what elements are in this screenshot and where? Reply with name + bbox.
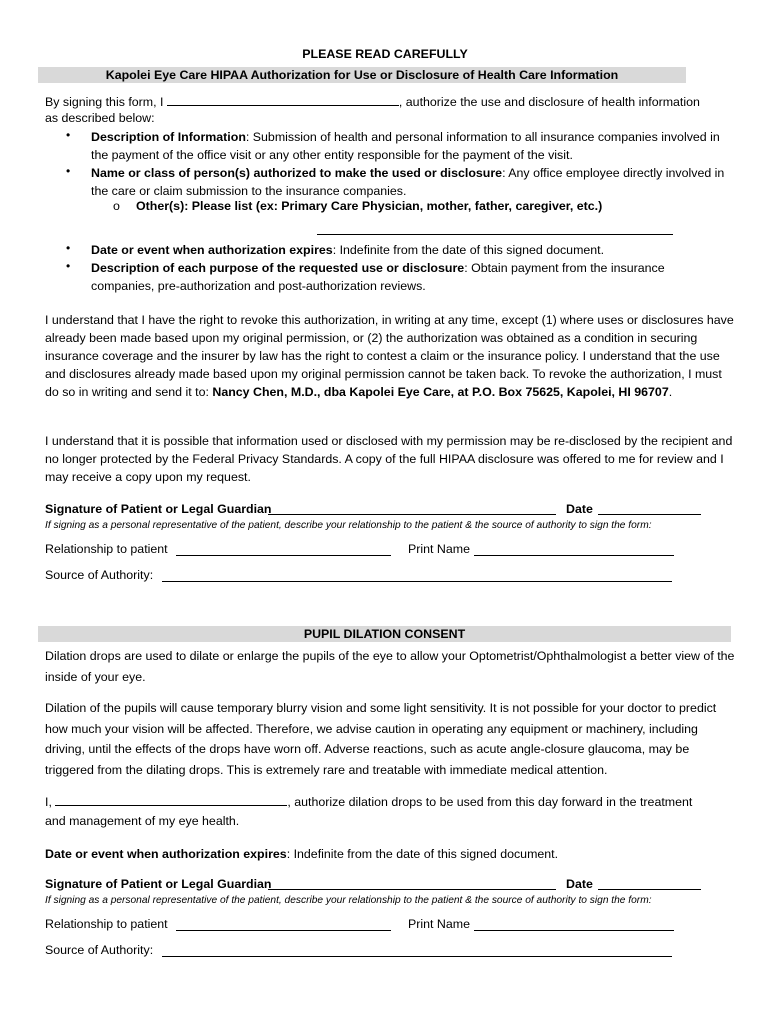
name-class-label: Name or class of person(s) authorized to make the used or disclosure <box>91 166 503 180</box>
others-label: Other(s): Please list (ex: Primary Care Physician, mother, father, caregiver, etc.) <box>136 199 603 213</box>
others-field[interactable] <box>317 234 673 235</box>
dilation-signature-label: Signature of Patient or Legal Guardian <box>45 877 272 891</box>
hipaa-print-name-label: Print Name <box>408 542 470 556</box>
purpose-label: Description of each purpose of the requested use or disclosure <box>91 261 465 275</box>
dilation-print-name-label: Print Name <box>408 917 470 931</box>
dilation-paragraph-2: Dilation of the pupils will cause temporary blurry vision and some light sensitivity. It is not possible for your doctor to predict how much your vision will be affected. Therefore, we advise caution in operating any equipment or machinery, including driving, until the effects of the drops have worn off. Adverse reactions, such as acute angle-closure glaucoma, may be triggered from the dilating drops. This is extremely rare and treatable with immediate medical attention. <box>45 701 717 777</box>
description-of-information <box>91 128 731 164</box>
dilation-rep-note-text: If signing as a personal representative of the patient, describe your relationship to the patient & the source of authority to sign the form <box>45 895 649 906</box>
dilation-patient-name-field[interactable] <box>55 793 287 806</box>
hipaa-print-name-field[interactable] <box>474 555 674 556</box>
hipaa-title-bar <box>38 67 686 83</box>
expires-item <box>91 241 731 259</box>
intro-line-2: as described below: <box>45 111 155 125</box>
dilation-relationship-label: Relationship to patient <box>45 917 168 931</box>
intro-line <box>45 93 700 109</box>
patient-name-field[interactable] <box>167 93 399 106</box>
hipaa-source-label: Source of Authority: <box>45 568 154 582</box>
dilation-rep-note <box>45 895 652 906</box>
expires-text: : Indefinite from the date of this signed document. <box>332 243 605 257</box>
desc-info-text: : Submission of health and personal information to all insurance companies involved in the payment of the office visit or any other entity responsible for the payment of the visit. <box>91 130 720 162</box>
dilation-paragraph-1: Dilation drops are used to dilate or enlarge the pupils of the eye to allow your Optometrist/Ophthalmologist a better view of the inside of your eye. <box>45 649 735 684</box>
hipaa-date-field[interactable] <box>598 514 701 515</box>
dilation-source-label: Source of Authority: <box>45 943 154 957</box>
hipaa-date-label: Date <box>566 502 593 516</box>
consent-post-text: , authorize dilation drops to be used from this day forward in the treatment <box>287 795 693 809</box>
hipaa-signature-label: Signature of Patient or Legal Guardian <box>45 502 272 516</box>
bullet-marker: • <box>66 259 71 273</box>
dilation-expires <box>45 847 558 861</box>
dilation-rep-note-colon: : <box>648 895 652 906</box>
revoke-address: Nancy Chen, M.D., dba Kapolei Eye Care, at P.O. Box 75625, Kapolei, HI 96707 <box>212 385 669 399</box>
intro-pre-text: By signing this form, I <box>45 95 164 109</box>
dilation-title: PUPIL DILATION CONSENT <box>303 627 466 641</box>
name-class-text: : Any office employee directly involved in the care or claim submission to the insurance companies. <box>91 166 725 198</box>
intro-post-text: , authorize the use and disclosure of health information <box>398 95 700 109</box>
hipaa-relationship-field[interactable] <box>176 555 391 556</box>
sub-bullet-marker: o <box>113 199 120 213</box>
dilation-relationship-field[interactable] <box>176 930 391 931</box>
dilation-title-bar <box>38 626 731 642</box>
desc-info-label: Description of Information <box>91 130 246 144</box>
hipaa-signature-field[interactable] <box>268 514 556 515</box>
purpose-item <box>91 259 731 295</box>
expires-label: Date or event when authorization expires <box>91 243 333 257</box>
revoke-end: . <box>668 385 673 399</box>
dilation-date-label: Date <box>566 877 593 891</box>
dilation-consent-line <box>45 793 692 809</box>
revoke-text: I understand that I have the right to revoke this authorization, in writing at any time, except (1) where uses or disclosures have already been made based upon my original permission, or (2) the authorization was obtained as a condition in securing insurance coverage and the insurer by law has the right to contest a claim or the insurance policy. I understand that the use and disclosures already made based upon my original permission cannot be taken back. To revoke the authorization, I must do so in writing and send it to: <box>45 313 734 399</box>
bullet-marker: • <box>66 164 71 178</box>
hipaa-source-field[interactable] <box>162 581 672 582</box>
hipaa-relationship-label: Relationship to patient <box>45 542 168 556</box>
dilation-signature-field[interactable] <box>268 889 556 890</box>
name-class-authorized <box>91 164 731 200</box>
purpose-text: : Obtain payment from the insurance companies, pre-authorization and post-authorization reviews. <box>91 261 665 293</box>
hipaa-rep-note-text: If signing as a personal representative of the patient, describe your relationship to the patient & the source of authority to sign the form <box>45 520 649 531</box>
dilation-expires-text: : Indefinite from the date of this signed document. <box>286 847 559 861</box>
revoke-paragraph <box>45 311 735 401</box>
read-carefully-heading: PLEASE READ CAREFULLY <box>302 47 468 61</box>
dilation-expires-label: Date or event when authorization expires <box>45 847 287 861</box>
hipaa-rep-note <box>45 520 652 531</box>
hipaa-title: Kapolei Eye Care HIPAA Authorization for Use or Disclosure of Health Care Information <box>105 68 619 82</box>
bullet-marker: • <box>66 241 71 255</box>
dilation-date-field[interactable] <box>598 889 701 890</box>
hipaa-rep-note-colon: : <box>648 520 652 531</box>
dilation-print-name-field[interactable] <box>474 930 674 931</box>
consent-pre-text: I, <box>45 795 52 809</box>
bullet-marker: • <box>66 128 71 142</box>
dilation-source-field[interactable] <box>162 956 672 957</box>
dilation-consent-line-2: and management of my eye health. <box>45 814 240 828</box>
redisclose-paragraph: I understand that it is possible that information used or disclosed with my permission may be re-disclosed by the recipient and no longer protected by the Federal Privacy Standards. A copy of the full HIPAA disclosure was offered to me for review and I may receive a copy upon my request. <box>45 434 733 484</box>
